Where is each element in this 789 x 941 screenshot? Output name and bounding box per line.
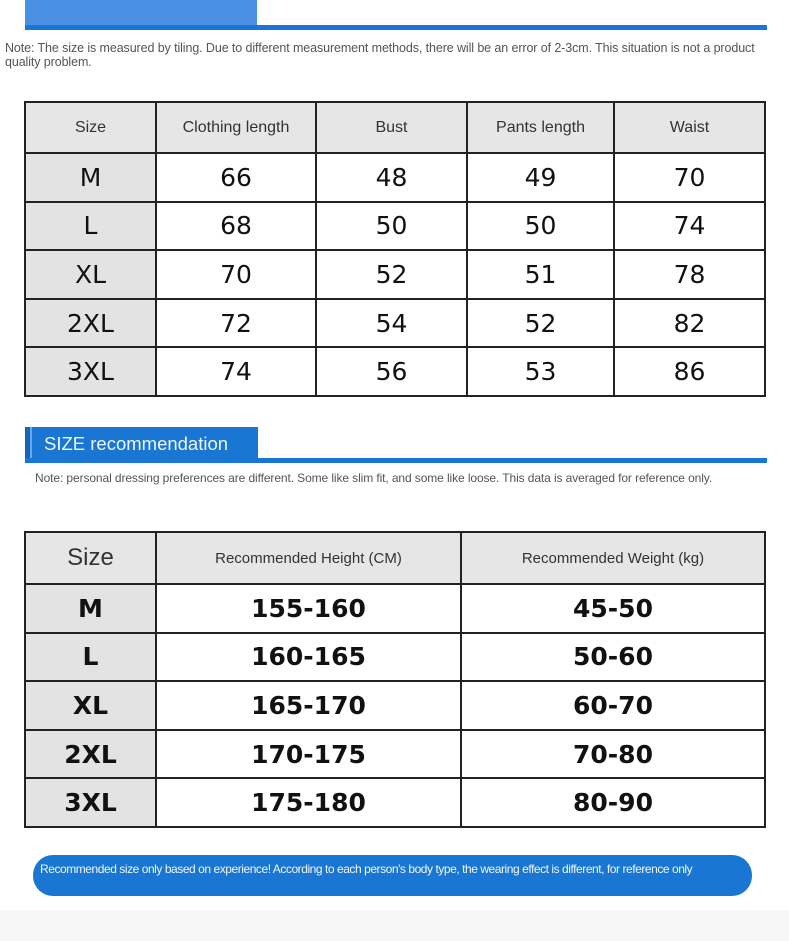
pants-length-cell: 49 [467,153,614,202]
measurement-note: Note: The size is measured by tiling. Due to different measurement methods, there will be an error of 2-3cm. This situation is not a product quality problem. [5,41,755,69]
bust-cell: 48 [316,153,467,202]
disclaimer-banner [33,855,752,896]
size-cell: 3XL [25,778,156,827]
size-cell: M [25,153,156,202]
size-cell: 3XL [25,347,156,396]
table-header-row [25,102,765,153]
table-row [25,730,765,779]
header-recommended-height: Recommended Height (CM) [156,532,461,584]
clothing-length-cell: 66 [156,153,316,202]
waist-cell: 74 [614,202,765,251]
table-row [25,778,765,827]
section-title: SIZE recommendation [44,433,229,454]
size-cell: L [25,633,156,682]
height-cell: 175-180 [156,778,461,827]
size-recommendation-table [24,531,766,828]
header-pants-length: Pants length [467,102,614,153]
size-cell: 2XL [25,730,156,779]
clothing-length-cell: 74 [156,347,316,396]
section-divider [25,458,767,463]
pants-length-cell: 50 [467,202,614,251]
size-chart-table [24,101,766,397]
header-bust: Bust [316,102,467,153]
header-waist: Waist [614,102,765,153]
weight-cell: 60-70 [461,681,765,730]
header-divider [25,25,767,30]
table-row [25,202,765,251]
header-recommended-weight: Recommended Weight (kg) [461,532,765,584]
pants-length-cell: 53 [467,347,614,396]
waist-cell: 82 [614,299,765,348]
size-cell: L [25,202,156,251]
bust-cell: 52 [316,250,467,299]
table-row [25,633,765,682]
size-cell: M [25,584,156,633]
clothing-length-cell: 70 [156,250,316,299]
height-cell: 165-170 [156,681,461,730]
waist-cell: 86 [614,347,765,396]
recommendation-note: Note: personal dressing preferences are different. Some like slim fit, and some like loose. This data is averaged for reference only. [35,471,713,485]
weight-cell: 70-80 [461,730,765,779]
header-size: Size [25,102,156,153]
bust-cell: 56 [316,347,467,396]
table-row [25,250,765,299]
footer-band [0,910,789,941]
table-row [25,681,765,730]
table-row [25,347,765,396]
size-cell: XL [25,250,156,299]
header-clothing-length: Clothing length [156,102,316,153]
table-row [25,299,765,348]
size-cell: XL [25,681,156,730]
size-cell: 2XL [25,299,156,348]
pants-length-cell: 51 [467,250,614,299]
height-cell: 155-160 [156,584,461,633]
weight-cell: 80-90 [461,778,765,827]
waist-cell: 70 [614,153,765,202]
clothing-length-cell: 68 [156,202,316,251]
waist-cell: 78 [614,250,765,299]
bust-cell: 50 [316,202,467,251]
table-header-row [25,532,765,584]
size-recommendation-heading [25,427,258,462]
bust-cell: 54 [316,299,467,348]
table-row [25,584,765,633]
clothing-length-cell: 72 [156,299,316,348]
disclaimer-text: Recommended size only based on experience! According to each person's body type, the wearing effect is different, for reference only [40,862,693,876]
height-cell: 170-175 [156,730,461,779]
weight-cell: 50-60 [461,633,765,682]
weight-cell: 45-50 [461,584,765,633]
pants-length-cell: 52 [467,299,614,348]
height-cell: 160-165 [156,633,461,682]
table-row [25,153,765,202]
header-size: Size [25,532,156,584]
